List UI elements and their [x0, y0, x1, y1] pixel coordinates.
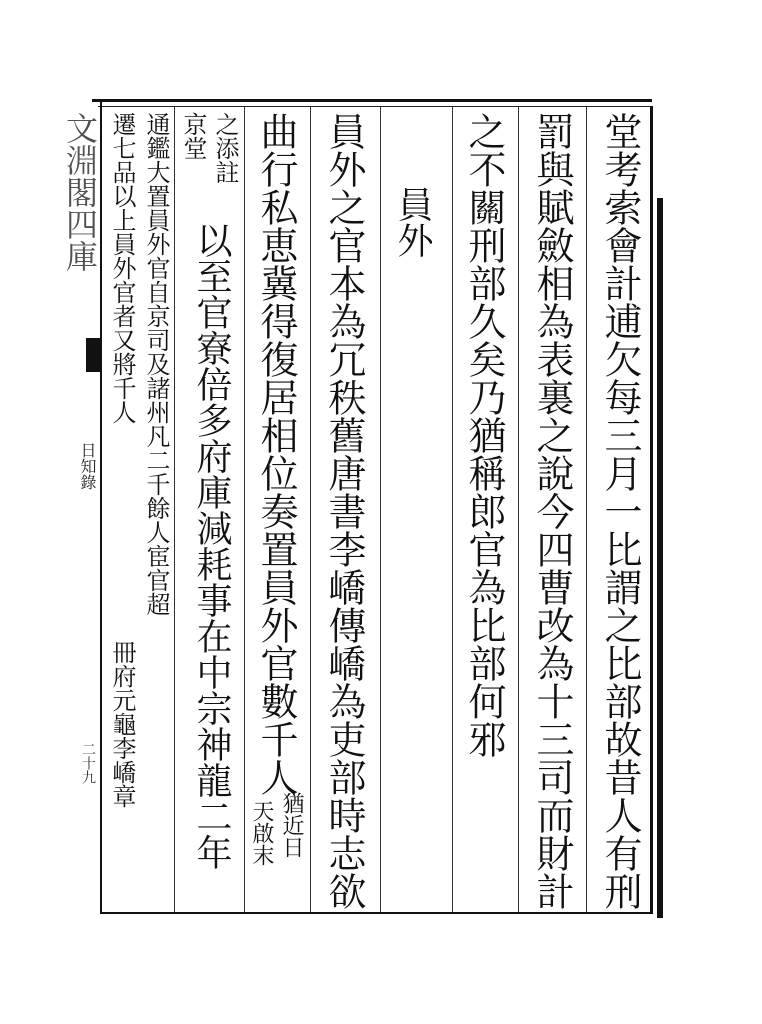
margin-page-number: 二十九: [80, 742, 96, 784]
frame-left-border: [100, 99, 102, 914]
frame-top-border: [92, 99, 652, 102]
text-column-6: 曲行私恵冀得復居相位奏置員外官數千人: [254, 112, 298, 796]
margin-book-title: 日知錄: [78, 442, 97, 490]
margin-collection-title: 文淵閣四庫: [61, 112, 99, 272]
text-column-7: 以至官寮倍多府庫減耗事在中宗神龍二年: [191, 222, 232, 870]
column-divider: [244, 106, 245, 912]
commentary-column-left: 遷七品以上員外官者又將千人: [108, 112, 136, 424]
section-heading: 員外: [392, 186, 433, 258]
column-divider: [452, 106, 453, 912]
column-divider: [586, 106, 587, 912]
annotation-left: 天啟末: [249, 800, 274, 866]
frame-inner-top-border: [98, 106, 650, 107]
annotation-right: 猶近日: [279, 792, 304, 858]
frame-right-border: [650, 106, 653, 914]
commentary-column-right: 通鑑大置員外官自京司及諸州凡二千餘人宦官超: [142, 112, 170, 616]
commentary-citation: 冊府元龜李嶠章: [108, 640, 136, 808]
text-column-2: 罰與賦斂相為表裏之說今四曹改為十三司而財計: [530, 112, 574, 910]
text-column-1: 堂考索會計逋欠每三月一比謂之比部故昔人有刑: [598, 112, 642, 910]
frame-outer-right-border: [657, 198, 663, 918]
text-column-5: 員外之官本為冗秩舊唐書李嶠傳嶠為吏部時志欲: [322, 112, 366, 910]
column-divider: [380, 106, 381, 912]
frame-bottom-border: [100, 912, 650, 914]
annotation-prefix-right: 之添註: [211, 112, 239, 184]
text-column-3: 之不關刑部久矣乃猶稱郎官為比部何邪: [462, 112, 506, 758]
column-divider: [174, 106, 175, 912]
margin-black-mark: [86, 338, 100, 372]
column-divider: [310, 106, 311, 912]
column-divider: [518, 106, 519, 912]
annotation-prefix-left: 京堂: [179, 112, 207, 160]
